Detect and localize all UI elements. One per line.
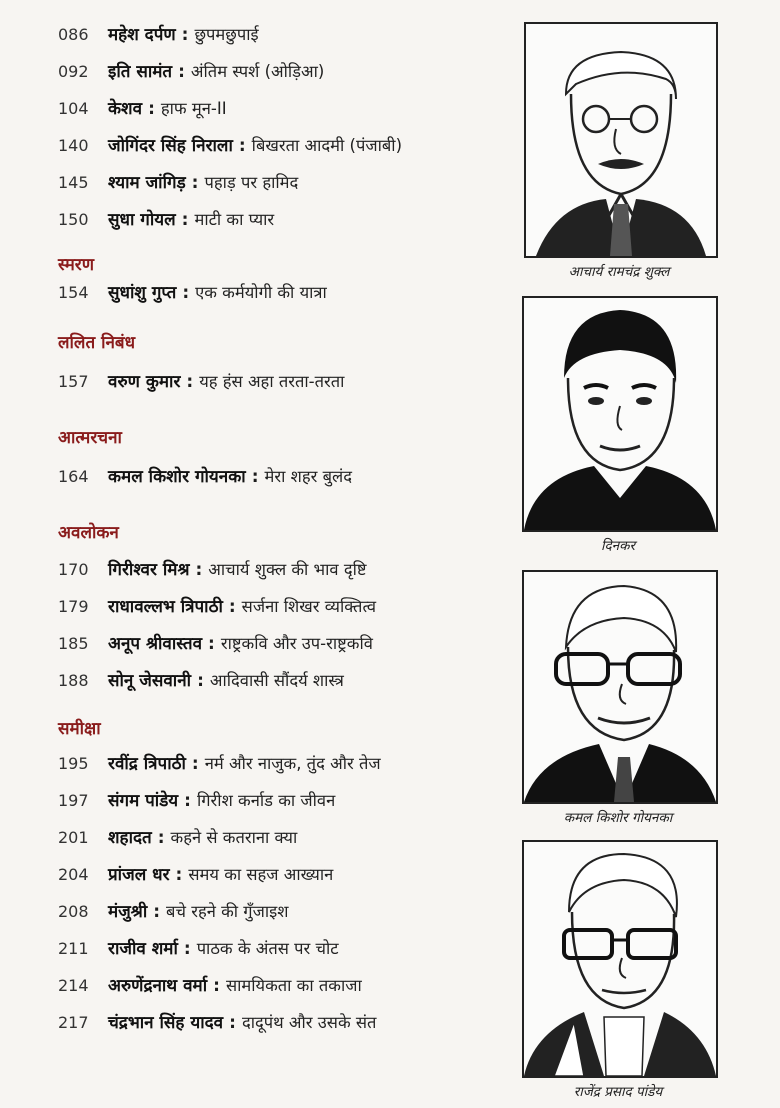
author-name: कमल किशोर गोयनका [108,467,246,487]
separator: : [181,210,189,230]
article-title: मेरा शहर बुलंद [264,467,352,486]
page-number: 157 [58,372,89,391]
separator: : [157,828,165,848]
article-title: अंतिम स्पर्श (ओड़िआ) [190,62,325,81]
entry-list-smaran [58,280,498,317]
separator: : [228,597,236,617]
author-name: शहादत [108,828,152,848]
author-name: राधावल्लभ त्रिपाठी [108,597,223,617]
separator: : [213,976,220,996]
page-number: 188 [58,671,89,690]
separator: : [191,754,199,774]
author-name: महेश दर्पण [108,25,176,45]
page-number: 195 [58,754,89,773]
portrait-illustration [526,24,716,256]
section-heading-lalit-nibandh: ललित निबंध [58,332,136,353]
article-title: पाठक के अंतस पर चोट [196,939,339,958]
portrait-caption: कमल किशोर गोयनका [563,810,673,826]
author-name: संगम पांडेय [108,791,179,811]
toc-entry [58,936,498,973]
toc-entry [58,631,498,668]
separator: : [208,634,215,654]
section-heading-samiksha: समीक्षा [58,718,101,739]
page-number: 145 [58,173,89,192]
page-number: 208 [58,902,89,921]
author-name: वरुण कुमार [108,372,181,392]
toc-entry [58,788,498,825]
separator: : [251,467,259,487]
author-name: मंजुश्री [108,902,148,922]
page-number: 211 [58,939,89,958]
author-name: अरुणेंद्रनाथ वर्मा [108,976,208,996]
entry-list-lalit-nibandh [58,369,498,406]
page-number: 164 [58,467,89,486]
separator: : [238,136,246,156]
separator: : [183,939,191,959]
entry-list-avalokan [58,557,498,705]
portrait-caption: राजेंद्र प्रसाद पांडेय [573,1084,663,1100]
article-title: गिरीश कर्नाड का जीवन [196,791,336,810]
portrait-illustration [524,572,716,802]
author-name: जोगिंदर सिंह निराला [108,136,233,156]
page-number: 086 [58,25,89,44]
toc-entry [58,96,498,133]
separator: : [181,25,189,45]
separator: : [186,372,194,392]
article-title: आदिवासी सौंदर्य शास्त्र [209,671,344,690]
article-title: समय का सहज आख्यान [188,865,334,884]
separator: : [178,62,185,82]
table-of-contents [58,22,498,1047]
portrait-image [522,570,718,804]
page-number: 197 [58,791,89,810]
toc-entry [58,1010,498,1047]
author-name: श्याम जांगिड़ [108,173,186,193]
separator: : [153,902,161,922]
author-name: गिरीश्वर मिश्र [108,560,190,580]
toc-entry [58,594,498,631]
author-name: सोनू जेसवानी [108,671,192,691]
portrait-image [522,296,718,532]
author-name: इति सामंत [108,62,173,82]
page-number: 214 [58,976,89,995]
article-title: दादूपंथ और उसके संत [241,1013,377,1032]
page-number: 154 [58,283,89,302]
separator: : [195,560,203,580]
entry-list-samiksha [58,751,498,1047]
author-name: चंद्रभान सिंह यादव [108,1013,224,1033]
separator: : [175,865,183,885]
toc-entry [58,369,498,406]
article-title: एक कर्मयोगी की यात्रा [195,283,327,302]
page-number: 204 [58,865,89,884]
page-number: 150 [58,210,89,229]
article-title: यह हंस अहा तरता-तरता [199,372,345,391]
page-number: 179 [58,597,89,616]
toc-entry [58,170,498,207]
entry-list-atmarachna [58,464,498,501]
portrait-image [524,22,718,258]
toc-entry [58,207,498,244]
portrait-illustration [524,298,716,530]
article-title: हाफ मून-II [160,99,227,118]
article-title: सर्जना शिखर व्यक्तित्व [241,597,377,616]
author-name: प्रांजल धर [108,865,170,885]
portrait-image [522,840,718,1078]
author-name: रवींद्र त्रिपाठी [108,754,186,774]
section-heading-atmarachna: आत्मरचना [58,427,122,448]
toc-entry [58,22,498,59]
page-number: 092 [58,62,89,81]
article-title: आचार्य शुक्ल की भाव दृष्टि [208,560,367,579]
portrait-caption: दिनकर [600,538,636,554]
article-title: माटी का प्यार [194,210,275,229]
separator: : [184,791,191,811]
section-heading-smaran: स्मरण [58,254,95,275]
toc-entry [58,133,498,170]
article-title: सामयिकता का तकाजा [225,976,362,995]
toc-entry [58,973,498,1010]
toc-entry [58,464,498,501]
portrait-caption: आचार्य रामचंद्र शुक्ल [568,264,670,280]
separator: : [197,671,204,691]
entry-list-top [58,22,498,244]
author-name: राजीव शर्मा [108,939,178,959]
toc-entry [58,899,498,936]
separator: : [182,283,190,303]
page-number: 201 [58,828,89,847]
author-name: केशव [108,99,143,119]
toc-entry [58,59,498,96]
page-number: 170 [58,560,89,579]
article-title: बिखरता आदमी (पंजाबी) [251,136,403,155]
author-name: अनूप श्रीवास्तव [108,634,203,654]
page-number: 217 [58,1013,89,1032]
article-title: बचे रहने की गुँजाइश [166,902,289,921]
separator: : [229,1013,236,1033]
toc-entry [58,825,498,862]
toc-entry [58,862,498,899]
page-number: 104 [58,99,89,118]
toc-entry [58,751,498,788]
separator: : [148,99,155,119]
toc-entry [58,668,498,705]
article-title: छुपमछुपाई [194,25,259,44]
article-title: कहने से कतराना क्या [170,828,298,847]
portrait-illustration [524,842,716,1076]
author-name: सुधा गोयल [108,210,176,230]
toc-entry [58,557,498,594]
toc-entry [58,280,498,317]
article-title: पहाड़ पर हामिद [204,173,299,192]
separator: : [191,173,199,193]
article-title: राष्ट्रकवि और उप-राष्ट्रकवि [220,634,373,653]
page-number: 185 [58,634,89,653]
page-number: 140 [58,136,89,155]
article-title: नर्म और नाजुक, तुंद और तेज [204,754,381,773]
section-heading-avalokan: अवलोकन [58,522,119,543]
author-name: सुधांशु गुप्त [108,283,177,303]
